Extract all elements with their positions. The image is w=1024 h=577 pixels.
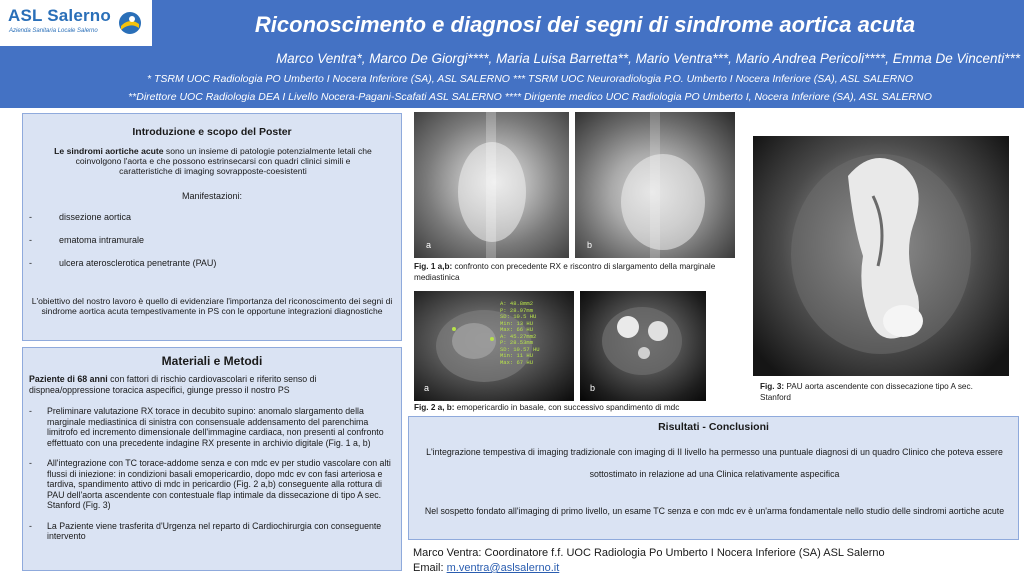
list-item-text: La Paziente viene trasferita d'Urgenza nel reparto di Cardiochirurgia con conseguente intervento: [47, 520, 382, 541]
figure-3-caption: [760, 382, 990, 403]
caption-bold: Fig. 1 a,b:: [414, 262, 453, 271]
ct-scan-image-a: [414, 291, 574, 401]
patient-text: con fattori di rischio cardiovascolari e riferito senso di dispnea/oppressione toracica aspecifici, giunge presso il nostro PS: [29, 374, 317, 395]
figure-letter: a: [424, 383, 430, 393]
results-section: [408, 416, 1019, 540]
list-item: [29, 458, 397, 511]
caption-bold: Fig. 2 a, b:: [414, 403, 455, 412]
list-item: [29, 521, 397, 542]
list-item-text: ematoma intramurale: [59, 235, 145, 245]
list-item: [29, 212, 389, 235]
methods-section: [22, 347, 402, 571]
methods-list: [29, 406, 397, 552]
authors: Marco Ventra*, Marco De Giorgi****, Maria Luisa Barretta**, Mario Ventra***, Mario Andrea Pericoli****, Emma De Vincenti***: [275, 51, 1020, 66]
intro-title: Introduzione e scopo del Poster: [132, 126, 292, 138]
figure-2-caption: [414, 403, 754, 414]
patient-paragraph: [29, 374, 397, 395]
email-label: Email:: [413, 562, 447, 574]
ct-scan-image-b: [580, 291, 706, 401]
bullet-dash: -: [29, 212, 32, 222]
ct-aorta-shape: [753, 136, 1009, 376]
email-link[interactable]: m.ventra@aslsalerno.it: [446, 562, 560, 574]
intro-objective: L'obiettivo del nostro lavoro è quello di evidenziare l'importanza del riconoscimento dei segni di sindrome aortica acuta tempestivamente in PS con le opportune integrazioni diagnostiche: [31, 296, 393, 316]
figure-letter: b: [587, 240, 593, 250]
xray-thorax-shape: [575, 112, 735, 258]
list-item: [29, 235, 389, 258]
manifestations-label: Manifestazioni:: [181, 191, 243, 201]
logo-emblem-icon: [118, 11, 142, 35]
figure-letter: a: [426, 240, 432, 250]
intro-lead-text: sono un insieme di patologie potenzialmente letali che coinvolgono l'aorta e che possono estrinsecarsi con quadri clinici simili e caratteristiche di imaging sovrapposte-coesistenti: [75, 146, 372, 176]
affiliation-1: * TSRM UOC Radiologia PO Umberto I Nocera Inferiore (SA), ASL SALERNO *** TSRM UOC Neuroradiologia P.O. Umberto I Nocera Inferiore (SA), ASL SALERNO: [147, 73, 913, 85]
bullet-dash: -: [29, 235, 32, 245]
bullet-dash: -: [29, 258, 32, 268]
ct-aorta-image: [753, 136, 1009, 376]
caption-text: PAU aorta ascendente con dissecazione tipo A sec. Stanford: [760, 382, 973, 402]
list-item-text: ulcera aterosclerotica penetrante (PAU): [59, 258, 217, 268]
patient-bold: Paziente di 68 anni: [29, 374, 108, 384]
intro-section: [22, 113, 402, 341]
poster-title: Riconoscimento e diagnosi dei segni di sindrome aortica acuta: [254, 12, 916, 37]
list-item: [29, 258, 389, 281]
chest-xray-image-a: [414, 112, 569, 258]
logo: [0, 0, 152, 46]
list-item: [29, 406, 397, 448]
methods-title: Materiali e Metodi: [161, 354, 263, 368]
list-item-text: dissezione aortica: [59, 212, 132, 222]
caption-text: emopericardio in basale, con successivo spandimento di mdc: [454, 403, 680, 412]
logo-text: ASL Salerno: [8, 6, 111, 25]
figure-letter: b: [590, 383, 596, 393]
list-item-text: Preliminare valutazione RX torace in decubito supino: anomalo slargamento della marginale mediastinica di sinistra con consensuale addensamento del parenchima limitrofo ed incremento dimensionale dell'immagine cardiaca, non presenti al confronto effettuato con una precedente indagine RX presente in archivio digitale (Fig. 1 a, b): [47, 406, 384, 448]
figure-1-caption: [414, 262, 754, 283]
caption-bold: Fig. 3:: [760, 382, 785, 391]
bullet-dash: -: [29, 520, 32, 531]
poster-header: [0, 0, 1024, 108]
bullet-dash: -: [29, 406, 32, 416]
results-paragraph-1: L'integrazione tempestiva di imaging tradizionale con imaging di II livello ha permesso una puntuale diagnosi di un quadro Clinico che poteva essere sottostimato in relazione ad una Clinica relativamente aspecifica: [426, 447, 1003, 479]
chest-xray-image-b: [575, 112, 735, 258]
affiliation-2: **Direttore UOC Radiologia DEA I Livello Nocera-Pagani-Scafati ASL SALERNO **** Dirigente medico UOC Radiologia PO Umberto I, Nocera Inferiore (SA), ASL SALERNO: [128, 91, 932, 103]
xray-thorax-shape: [414, 112, 569, 258]
ct-anatomy-shape: [414, 291, 574, 401]
logo-subtitle: Azienda Sanitaria Locale Salerno: [9, 28, 98, 34]
results-title: Risultati - Conclusioni: [658, 421, 769, 433]
ct-anatomy-shape: [580, 291, 706, 401]
results-paragraph-2: Nel sospetto fondato all'imaging di primo livello, un esame TC senza e con mdc ev è un'arma fondamentale nello studio delle sindromi aortiche acute: [424, 506, 1005, 516]
bullet-dash: -: [29, 458, 32, 468]
caption-text: confronto con precedente RX e riscontro di slargamento della marginale mediastinica: [414, 262, 716, 282]
intro-paragraph: [53, 146, 373, 176]
email-line: [413, 562, 559, 574]
manifestations-list: [29, 212, 389, 281]
coordinator-line: Marco Ventra: Coordinatore f.f. UOC Radiologia Po Umberto I Nocera Inferiore (SA) ASL Salerno: [413, 547, 885, 559]
ct-measurement-overlay: A: 48.8mm2 P: 28.97mm SD: 10.5 HU Min: 13 HU Max: 66 HU A: 45.27mm2 P: 28.53mm SD: 10.57 HU Min: 11 HU Max: 67 HU: [500, 300, 540, 366]
intro-lead-bold: Le sindromi aortiche acute: [54, 146, 164, 156]
list-item-text: All'integrazione con TC torace-addome senza e con mdc ev per studio vascolare con alti flussi di iniezione: in condizioni basali emopericardio, dopo mdc ev con fasi arteriosa e tardiva, spandimento attivo di mdc in pericardio (Fig. 2 a,b) conseguente alla rottura di PAU dell'aorta ascendente con contestuale flap intimale da dissecazione di tipo A sec. Stanford (Fig. 3): [47, 458, 391, 510]
